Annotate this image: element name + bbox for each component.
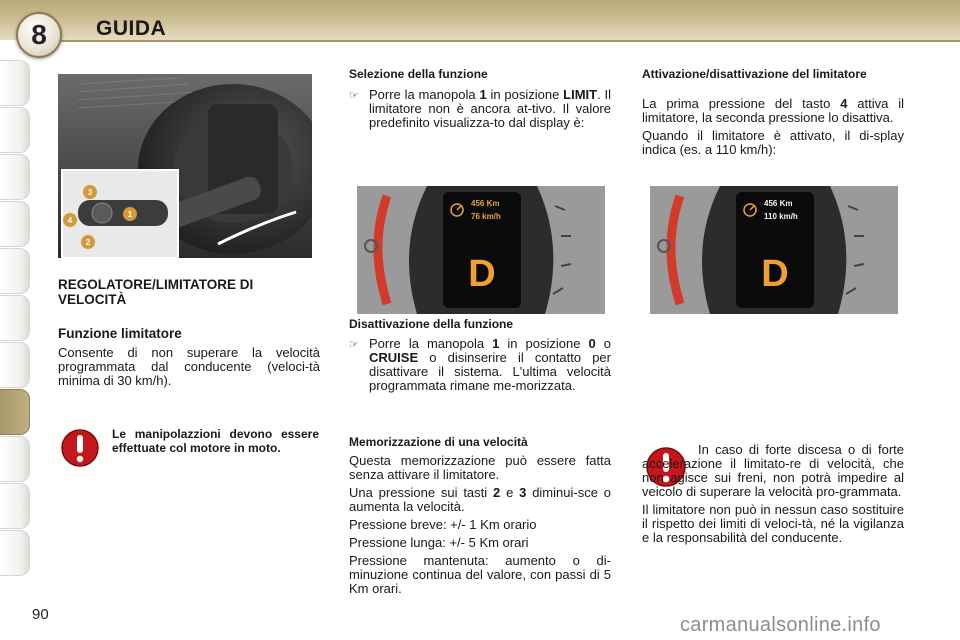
selection-title: Selezione della funzione <box>349 67 488 81</box>
subsection-title: Funzione limitatore <box>58 326 182 341</box>
instrument-display-default <box>357 186 605 314</box>
callout-2: 2 <box>85 238 91 247</box>
intro-paragraph: Consente di non superare la velocità programmata dal conducente (veloci-tà minima di 30 km/h). <box>58 345 320 388</box>
activation-body <box>642 97 904 157</box>
watermark: carmanualsonline.info <box>680 614 881 636</box>
warning-icon <box>60 427 100 469</box>
chapter-title: GUIDA <box>96 17 167 40</box>
section-title-line-1: REGOLATORE/LIMITATORE DI <box>58 277 254 292</box>
callout-4: 4 <box>67 216 73 225</box>
stalk-photo-graphic <box>58 74 312 258</box>
warning-motor-running: Le manipolazzioni devono essere effettuate col motore in moto. <box>112 427 319 455</box>
chapter-tab-4[interactable] <box>0 201 30 247</box>
instrument-display-active <box>650 186 898 314</box>
display2-gear: D <box>761 253 789 295</box>
chapter-number-badge: 8 <box>16 12 62 58</box>
callout-3: 3 <box>87 188 93 197</box>
deactivation-title: Disattivazione della funzione <box>349 317 514 331</box>
callout-1: 1 <box>127 210 133 219</box>
deactivation-bullet: ☞ Porre la manopola 1 in posizione 0 o CRUISE o disinserire il contatto per disattivare il sistema. L'ultima velocità programmata rimane me-morizzata. <box>349 336 611 393</box>
section-title-line-2: VELOCITÀ <box>58 292 127 307</box>
header-rule <box>60 40 960 42</box>
page-number: 90 <box>32 606 49 623</box>
chapter-tab-5[interactable] <box>0 248 30 294</box>
selection-bullet: ☞ Porre la manopola 1 in posizione LIMIT. Il limitatore non è ancora at-tivo. Il valore predefinito visualizza-to dal display è: <box>349 87 611 130</box>
display1-gear: D <box>468 253 496 295</box>
memo-paragraph-4: Pressione lunga: +/- 5 Km orari <box>349 535 529 550</box>
memo-paragraph-1: Questa memorizzazione può essere fatta senza attivare il limitatore. <box>349 453 611 482</box>
pointer-icon: ☞ <box>349 90 359 102</box>
display2-km: 456 Km <box>764 199 793 208</box>
chapter-tab-10[interactable] <box>0 483 30 529</box>
chapter-tab-2[interactable] <box>0 107 30 153</box>
memorization-body <box>349 454 611 596</box>
activation-paragraph-1: La prima pressione del tasto 4 attiva il limitatore, la seconda pressione lo disattiva. <box>642 96 904 125</box>
pointer-icon: ☞ <box>349 339 359 351</box>
chapter-tab-7[interactable] <box>0 342 30 388</box>
warning-limiter-paragraph-1: In caso di forte discesa o di forte accelerazione il limitato-re di velocità, che non agisce sui freni, non potrà impedire al veicolo di superare la velocità pro-grammata. <box>642 442 904 499</box>
memo-paragraph-2: Una pressione sui tasti 2 e 3 diminui-sce o aumenta la velocità. <box>349 485 611 514</box>
display1-speed: 76 km/h <box>471 212 501 221</box>
chapter-tab-3[interactable] <box>0 154 30 200</box>
memorization-title: Memorizzazione di una velocità <box>349 435 528 449</box>
memo-paragraph-3: Pressione breve: +/- 1 Km orario <box>349 517 537 532</box>
chapter-tab-9[interactable] <box>0 436 30 482</box>
warning-limiter-text <box>642 443 904 545</box>
section-title <box>58 277 320 307</box>
memo-paragraph-5: Pressione mantenuta: aumento o di-minuzione continua del valore, con passi di 5 Km orari. <box>349 553 611 596</box>
chapter-tab-1[interactable] <box>0 60 30 106</box>
chapter-tab-11[interactable] <box>0 530 30 576</box>
activation-paragraph-2: Quando il limitatore è attivato, il di-splay indica (es. a 110 km/h): <box>642 128 904 157</box>
chapter-tab-6[interactable] <box>0 295 30 341</box>
chapter-tabs <box>0 60 34 577</box>
display1-km: 456 Km <box>471 199 500 208</box>
activation-title: Attivazione/disattivazione del limitatore <box>642 67 867 81</box>
warning-limiter-paragraph-2: Il limitatore non può in nessun caso sostituire il rispetto dei limiti di veloci-tà, né la vigilanza e la responsabilità del conducente. <box>642 502 904 545</box>
chapter-tab-8-active[interactable] <box>0 389 30 435</box>
display2-speed: 110 km/h <box>764 212 798 221</box>
stalk-photo <box>58 74 312 258</box>
